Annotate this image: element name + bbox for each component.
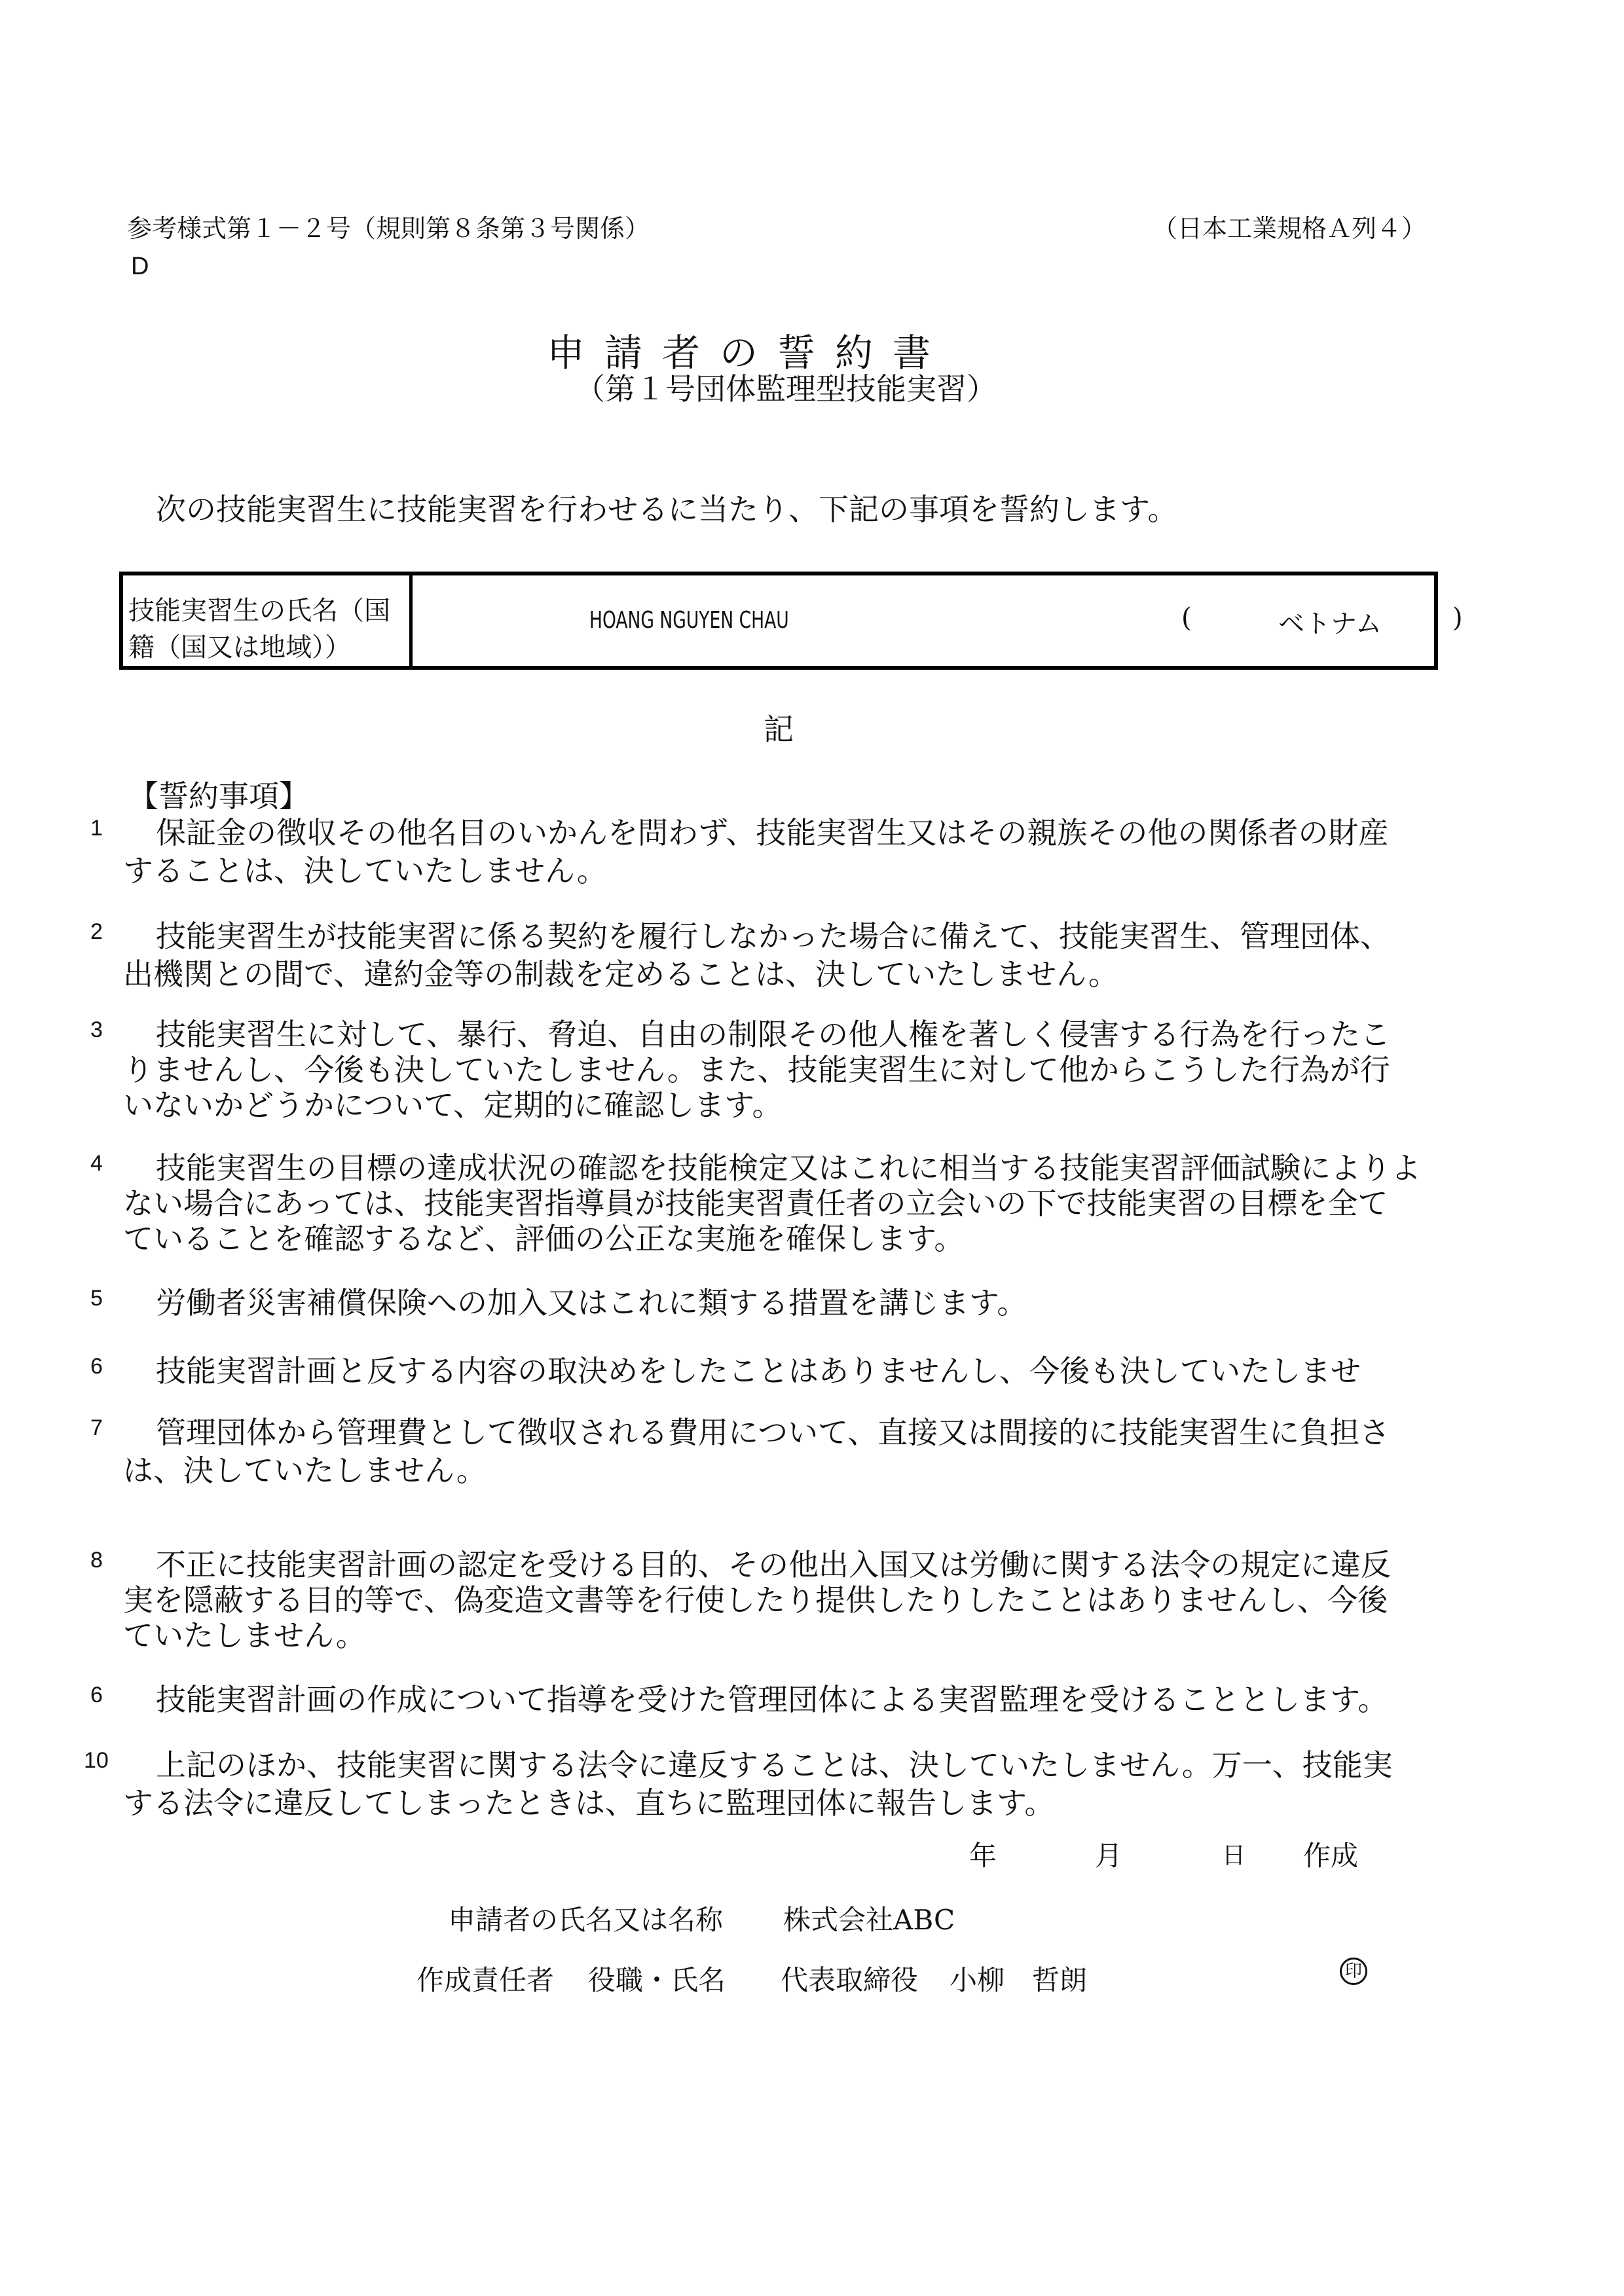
item-line: 技能実習生の目標の達成状況の確認を技能検定又はこれに相当する技能実習評価試験によりよ [156, 1150, 1421, 1186]
intro-statement: 次の技能実習生に技能実習を行わせるに当たり、下記の事項を誓約します。 [156, 492, 1178, 527]
country-open-paren: ( [1181, 603, 1192, 633]
item-number: 8 [90, 1548, 103, 1573]
trainee-country: ベトナム [1278, 609, 1382, 639]
item-line: いないかどうかについて、定期的に確認します。 [123, 1087, 783, 1123]
trainee-name: HOANG NGUYEN CHAU [589, 607, 789, 634]
section-heading: 【誓約事項】 [128, 778, 309, 814]
trainee-value-cell [413, 575, 1463, 666]
item-number: 1 [90, 816, 103, 841]
applicant-label: 申請者の氏名又は名称 [448, 1904, 724, 1936]
trainee-table [119, 572, 1463, 670]
ki-mark: 記 [764, 712, 794, 747]
item-line: 技能実習計画の作成について指導を受けた管理団体による実習監理を受けることとします。 [156, 1682, 1388, 1717]
item-line: 管理団体から管理費として徴収される費用について、直接又は間接的に技能実習生に負担さ [156, 1415, 1390, 1450]
responsible-name: 小柳 哲朗 [950, 1964, 1088, 1996]
item-number: 2 [90, 919, 103, 944]
item-line: りませんし、今後も決していたしません。また、技能実習生に対して他からこうした行為が行 [123, 1052, 1390, 1087]
item-line: することは、決していたしません。 [123, 853, 607, 888]
item-number: 6 [90, 1354, 103, 1379]
item-line: 保証金の徴収その他名目のいかんを問わず、技能実習生又はその親族その他の関係者の財産 [156, 815, 1389, 850]
seal-mark: 印 [1340, 1958, 1367, 1985]
document-subtitle: （第１号団体監理型技能実習） [575, 371, 997, 407]
document-title: 申請者の誓約書 [547, 331, 951, 375]
item-line: 技能実習計画と反する内容の取決めをしたことはありませんし、今後も決していたしませ [156, 1353, 1361, 1389]
trainee-label: 技能実習生の氏名（国籍（国又は地域）） [123, 575, 413, 666]
responsible-label: 作成責任者 [416, 1964, 555, 1996]
date-made: 作成 [1303, 1840, 1359, 1872]
item-line: 不正に技能実習計画の認定を受ける目的、その他出入国又は労働に関する法令の規定に違反 [156, 1547, 1391, 1582]
item-line: 技能実習生が技能実習に係る契約を履行しなかった場合に備えて、技能実習生、管理団体、 [156, 919, 1391, 954]
item-line: ていたしません。 [123, 1618, 366, 1653]
item-number: 5 [90, 1286, 103, 1311]
item-number: 7 [90, 1415, 103, 1440]
item-line: 上記のほか、技能実習に関する法令に違反することは、決していたしません。万一、技能実 [156, 1747, 1393, 1783]
position-name-label: 役職・氏名 [588, 1964, 726, 1996]
item-number: 3 [90, 1017, 103, 1042]
item-number: 10 [84, 1748, 109, 1773]
item-line: 実を隠蔽する目的等で、偽変造文書等を行使したり提供したりしたことはありませんし、今後 [123, 1582, 1388, 1618]
date-month: 月 [1095, 1840, 1123, 1872]
date-day: 日 [1222, 1842, 1246, 1869]
item-line: 出機関との間で、違約金等の制裁を定めることは、決していたしません。 [123, 957, 1118, 992]
date-year: 年 [969, 1840, 997, 1872]
country-close-paren: ) [1452, 603, 1463, 633]
item-line: は、決していたしません。 [123, 1453, 487, 1488]
item-line: ていることを確認するなど、評価の公正な実施を確保します。 [123, 1221, 965, 1256]
item-number: 4 [90, 1151, 103, 1176]
form-reference: 参考様式第１－２号（規則第８条第３号関係） [127, 214, 650, 243]
item-line: ない場合にあっては、技能実習指導員が技能実習責任者の立会いの下で技能実習の目標を全て [123, 1186, 1388, 1221]
item-line: する法令に違反してしまったときは、直ちに監理団体に報告します。 [123, 1785, 1055, 1821]
item-line: 技能実習生に対して、暴行、脅迫、自由の制限その他人権を著しく侵害する行為を行ったこ [156, 1017, 1391, 1052]
responsible-position: 代表取締役 [781, 1964, 919, 1996]
applicant-name: 株式会社ABC [783, 1904, 955, 1936]
item-line: 労働者災害補償保険への加入又はこれに類する措置を講じます。 [156, 1285, 1027, 1321]
item-number: 6 [90, 1683, 103, 1707]
paper-size-note: （日本工業規格Ａ列４） [1153, 214, 1427, 243]
document-marker: D [131, 253, 149, 280]
